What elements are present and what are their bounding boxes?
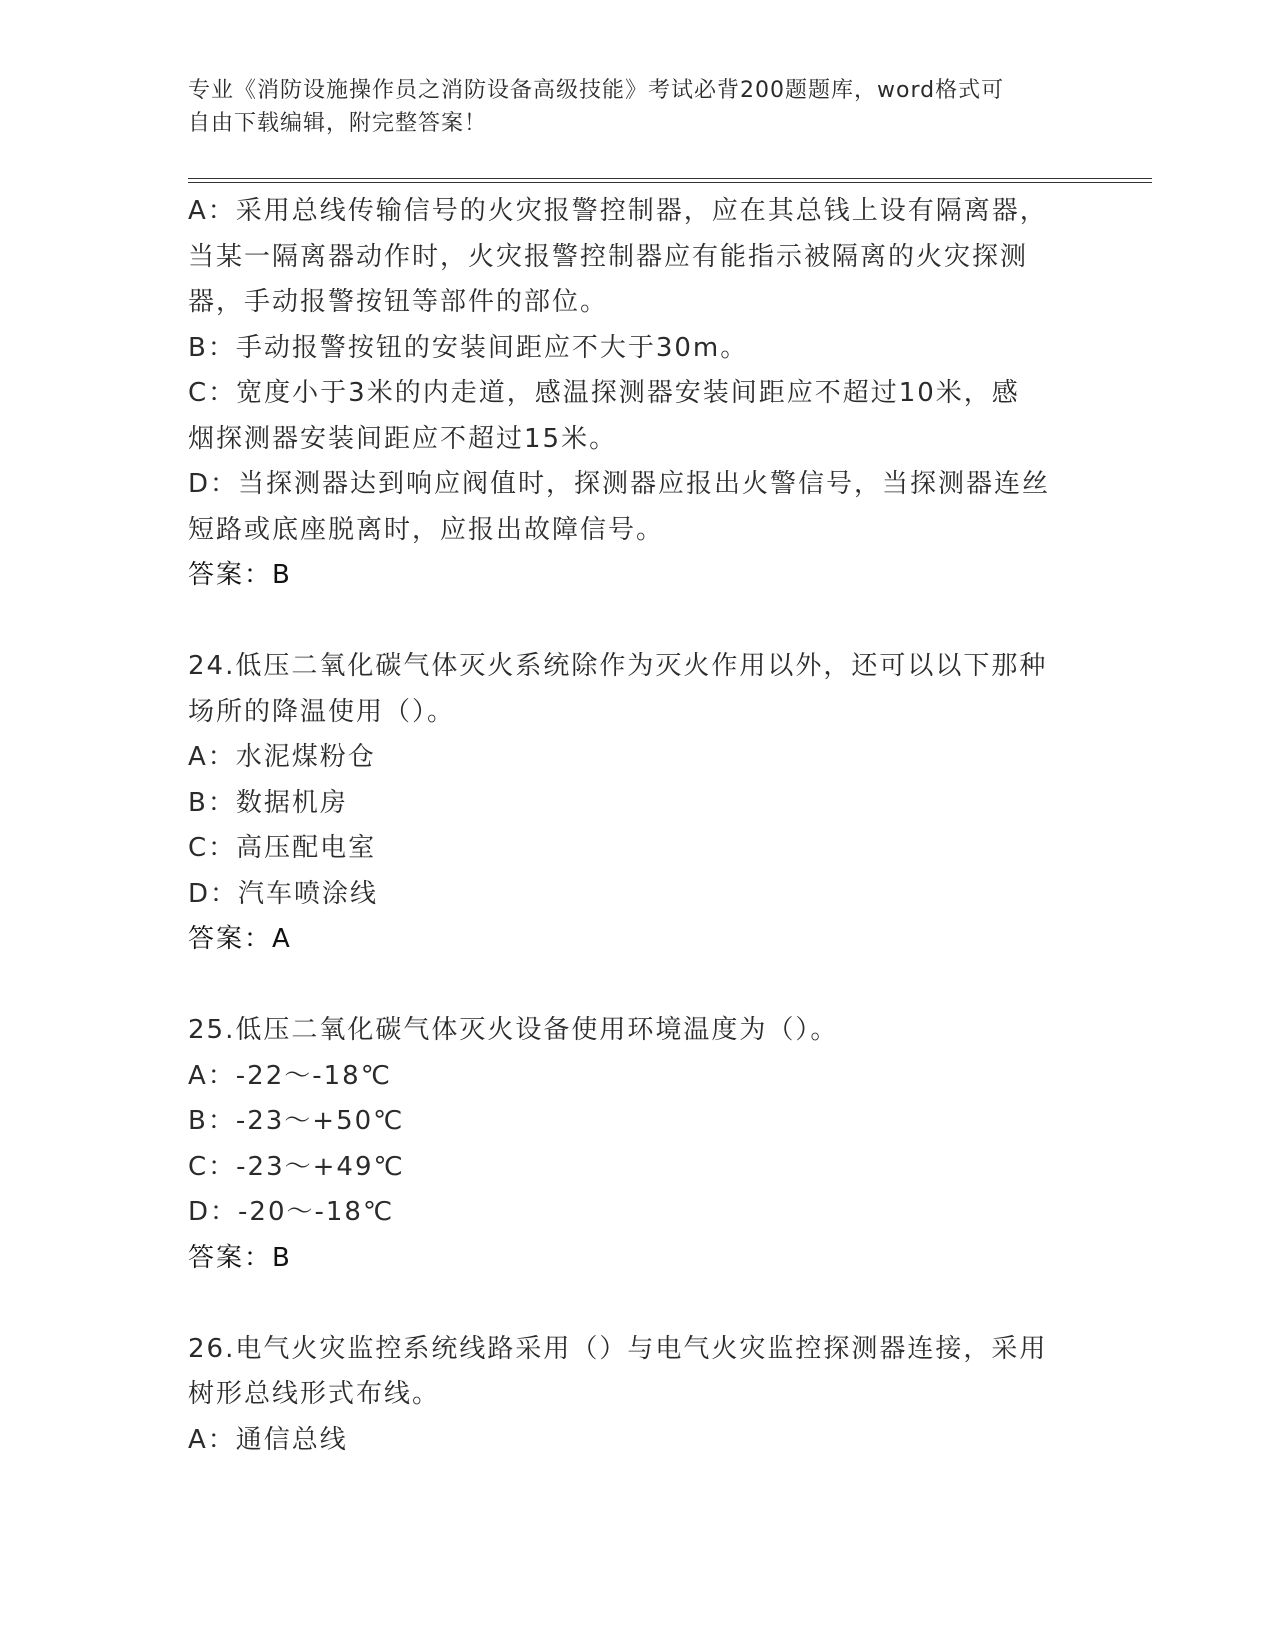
spacer (188, 599, 1088, 645)
answer-line: 答案：B (188, 560, 292, 590)
answer-line: 答案：B (188, 1242, 292, 1273)
header-divider (188, 178, 1152, 183)
option-line: A：通信总线 (188, 1424, 348, 1455)
option-line: A：水泥煤粉仓 (188, 742, 376, 772)
question-block (188, 644, 1088, 963)
question-content (188, 189, 1088, 1463)
option-line: A：-22～-18℃ (188, 1060, 392, 1091)
option-line: C：宽度小于3米的内走道，感温探测器安装间距应不超过10米，感 (188, 378, 1020, 408)
question-stem: 25.低压二氧化碳气体灭火设备使用环境温度为（）。 (188, 1015, 839, 1045)
question-stem: 树形总线形式布线。 (188, 1379, 441, 1409)
option-line: A：采用总线传输信号的火灾报警控制器，应在其总钱上设有隔离器， (188, 196, 1048, 226)
option-line: D：汽车喷涂线 (188, 878, 379, 909)
option-line: 短路或底座脱离时，应报出故障信号。 (188, 514, 665, 545)
header-line-2: 自由下载编辑，附完整答案！ (188, 111, 488, 136)
question-stem: 场所的降温使用（）。 (188, 696, 456, 727)
question-block (188, 189, 1088, 599)
spacer (188, 1281, 1088, 1327)
question-stem: 24.低压二氧化碳气体灭火系统除作为灭火作用以外，还可以以下那种 (188, 651, 1048, 681)
document-header (188, 74, 1068, 140)
option-line: B：-23～+50℃ (188, 1106, 405, 1136)
spacer (188, 963, 1088, 1009)
option-line: 器，手动报警按钮等部件的部位。 (188, 287, 609, 317)
option-line: D：-20～-18℃ (188, 1197, 395, 1227)
question-block (188, 1327, 1088, 1464)
option-line: B：手动报警按钮的安装间距应不大于30m。 (188, 332, 749, 363)
option-line: C：-23～+49℃ (188, 1151, 405, 1182)
question-stem: 26.电气火灾监控系统线路采用（）与电气火灾监控探测器连接，采用 (188, 1333, 1048, 1364)
option-line: 当某一隔离器动作时，火灾报警控制器应有能指示被隔离的火灾探测 (188, 241, 1029, 272)
option-line: C：高压配电室 (188, 833, 377, 863)
question-block (188, 1008, 1088, 1281)
option-line: 烟探测器安装间距应不超过15米。 (188, 423, 618, 454)
header-line-1: 专业《消防设施操作员之消防设备高级技能》考试必背200题题库，word格式可 (188, 78, 1005, 103)
option-line: D：当探测器达到响应阀值时，探测器应报出火警信号，当探测器连丝 (188, 469, 1051, 499)
answer-line: 答案：A (188, 924, 292, 954)
option-line: B：数据机房 (188, 787, 348, 818)
